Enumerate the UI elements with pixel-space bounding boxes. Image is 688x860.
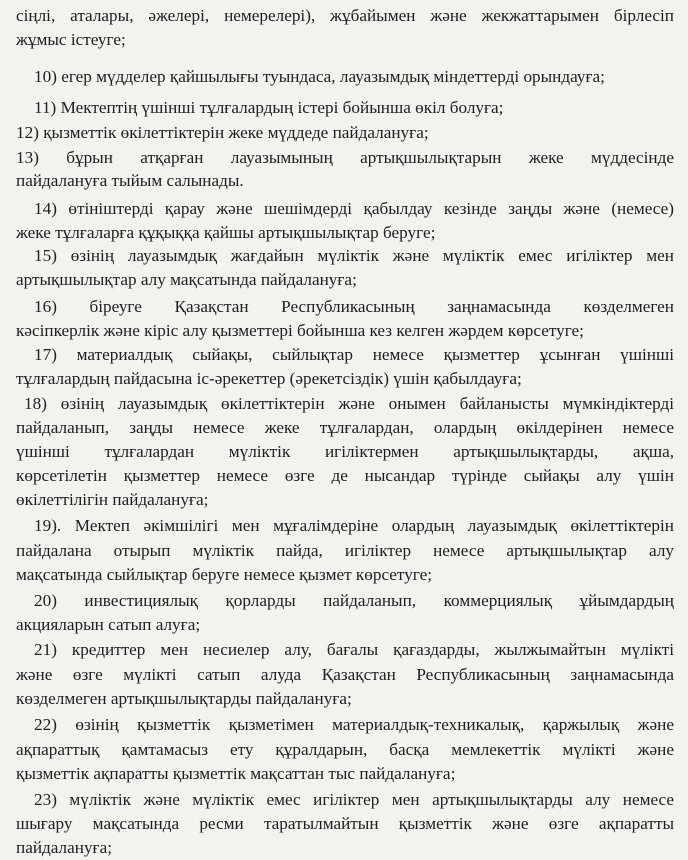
text-line: 15) өзінің лауазымдық жағдайын мүліктік және мүліктік емес игіліктер мен: [34, 246, 674, 265]
text-line: акцияларын сатып алуға;: [16, 615, 201, 634]
text-line: 13) бұрын атқарған лауазымының артықшылықтарын жеке мүддесінде: [16, 148, 674, 167]
text-line: 22) өзінің қызметтік қызметімен материалдық-техникалық, қаржылық және: [34, 715, 674, 734]
text-line: көрсетілетін қызметтер немесе өзге де нысандар түрінде сыйақы алу үшін: [16, 466, 674, 485]
text-line: өкілеттілігін пайдалануға;: [16, 490, 209, 509]
text-line: қызметтік ақпаратты қызметтік мақсаттан тыс пайдалануға;: [16, 764, 456, 783]
text-line: 21) кредиттер мен несиелер алу, бағалы қағаздарды, жылжымайтын мүлікті: [34, 640, 674, 659]
text-line: және өзге мүлікті сатып алуда Қазақстан Республикасының заңнамасында: [16, 665, 674, 684]
text-line: мақсатында сыйлықтар беруге немесе қызмет көрсетуге;: [16, 565, 433, 584]
text-line: шығару мақсатында ресми таратылмайтын қызметтік және өзге ақпаратты: [16, 814, 674, 833]
text-line: 19). Мектеп әкімшілігі мен мұғалімдеріне олардың лауазымдық өкілеттіктерін: [34, 516, 674, 535]
text-line: 18) өзінің лауазымдық өкілеттіктерін және онымен байланысты мүмкіндіктерді: [24, 394, 674, 413]
text-line: жұмыс істеуге;: [16, 30, 126, 49]
text-line: пайдалануға;: [16, 838, 113, 857]
text-line: кәсіпкерлік және кіріс алу қызметтері бойынша кез келген жәрдем көрсетуге;: [16, 321, 584, 340]
text-line: ақпараттық қамтамасыз ету құралдарын, басқа мемлекеттік мүлікті және: [16, 740, 674, 759]
text-line: 20) инвестициялық қорларды пайдаланып, коммерциялық ұйымдардың: [34, 591, 674, 610]
text-line: үшінші тұлғалардан мүліктік игіліктермен артықшылықтарды, ақша,: [16, 442, 674, 461]
text-line: 10) егер мүдделер қайшылығы туындаса, лауазымдық міндеттерді орындауға;: [34, 67, 605, 86]
text-line: 14) өтініштерді қарау және шешімдерді қабылдау кезінде заңды және (немесе): [34, 199, 674, 218]
text-line: тұлғалардың пайдасына іс-әрекеттер (әрекетсіздік) үшін қабылдауға;: [16, 369, 522, 388]
text-line: жеке тұлғаларға құқыққа қайшы артықшылықтар беруге;: [16, 223, 436, 242]
text-line: 11) Мектептің үшінші тұлғалардың істері бойынша өкіл болуға;: [34, 98, 504, 117]
text-line: пайдалана отырып мүліктік пайда, игіліктер немесе артықшылықтар алу: [16, 541, 674, 560]
text-line: 23) мүліктік және мүліктік емес игіліктер мен артықшылықтарды алу немесе: [34, 790, 674, 809]
text-line: 12) қызметтік өкілеттіктерін жеке мүддеде пайдалануға;: [16, 123, 429, 142]
text-line: 17) материалдық сыйақы, сыйлықтар немесе қызметтер ұсынған үшінші: [34, 345, 674, 364]
text-line: 16) біреуге Қазақстан Республикасының заңнамасында көзделмеген: [34, 297, 674, 316]
text-line: пайдалануға тыйым салынады.: [16, 171, 244, 190]
text-line: сіңлі, аталары, әжелері, немерелері), жұбайымен және жекжаттарымен бірлесіп: [16, 6, 674, 25]
text-line: көзделмеген артықшылықтарды пайдалануға;: [16, 689, 352, 708]
text-line: артықшылықтар алу мақсатында пайдалануға;: [16, 270, 357, 289]
text-line: пайдаланып, заңды немесе жеке тұлғалардан, олардың өкілдерінен немесе: [16, 418, 674, 437]
